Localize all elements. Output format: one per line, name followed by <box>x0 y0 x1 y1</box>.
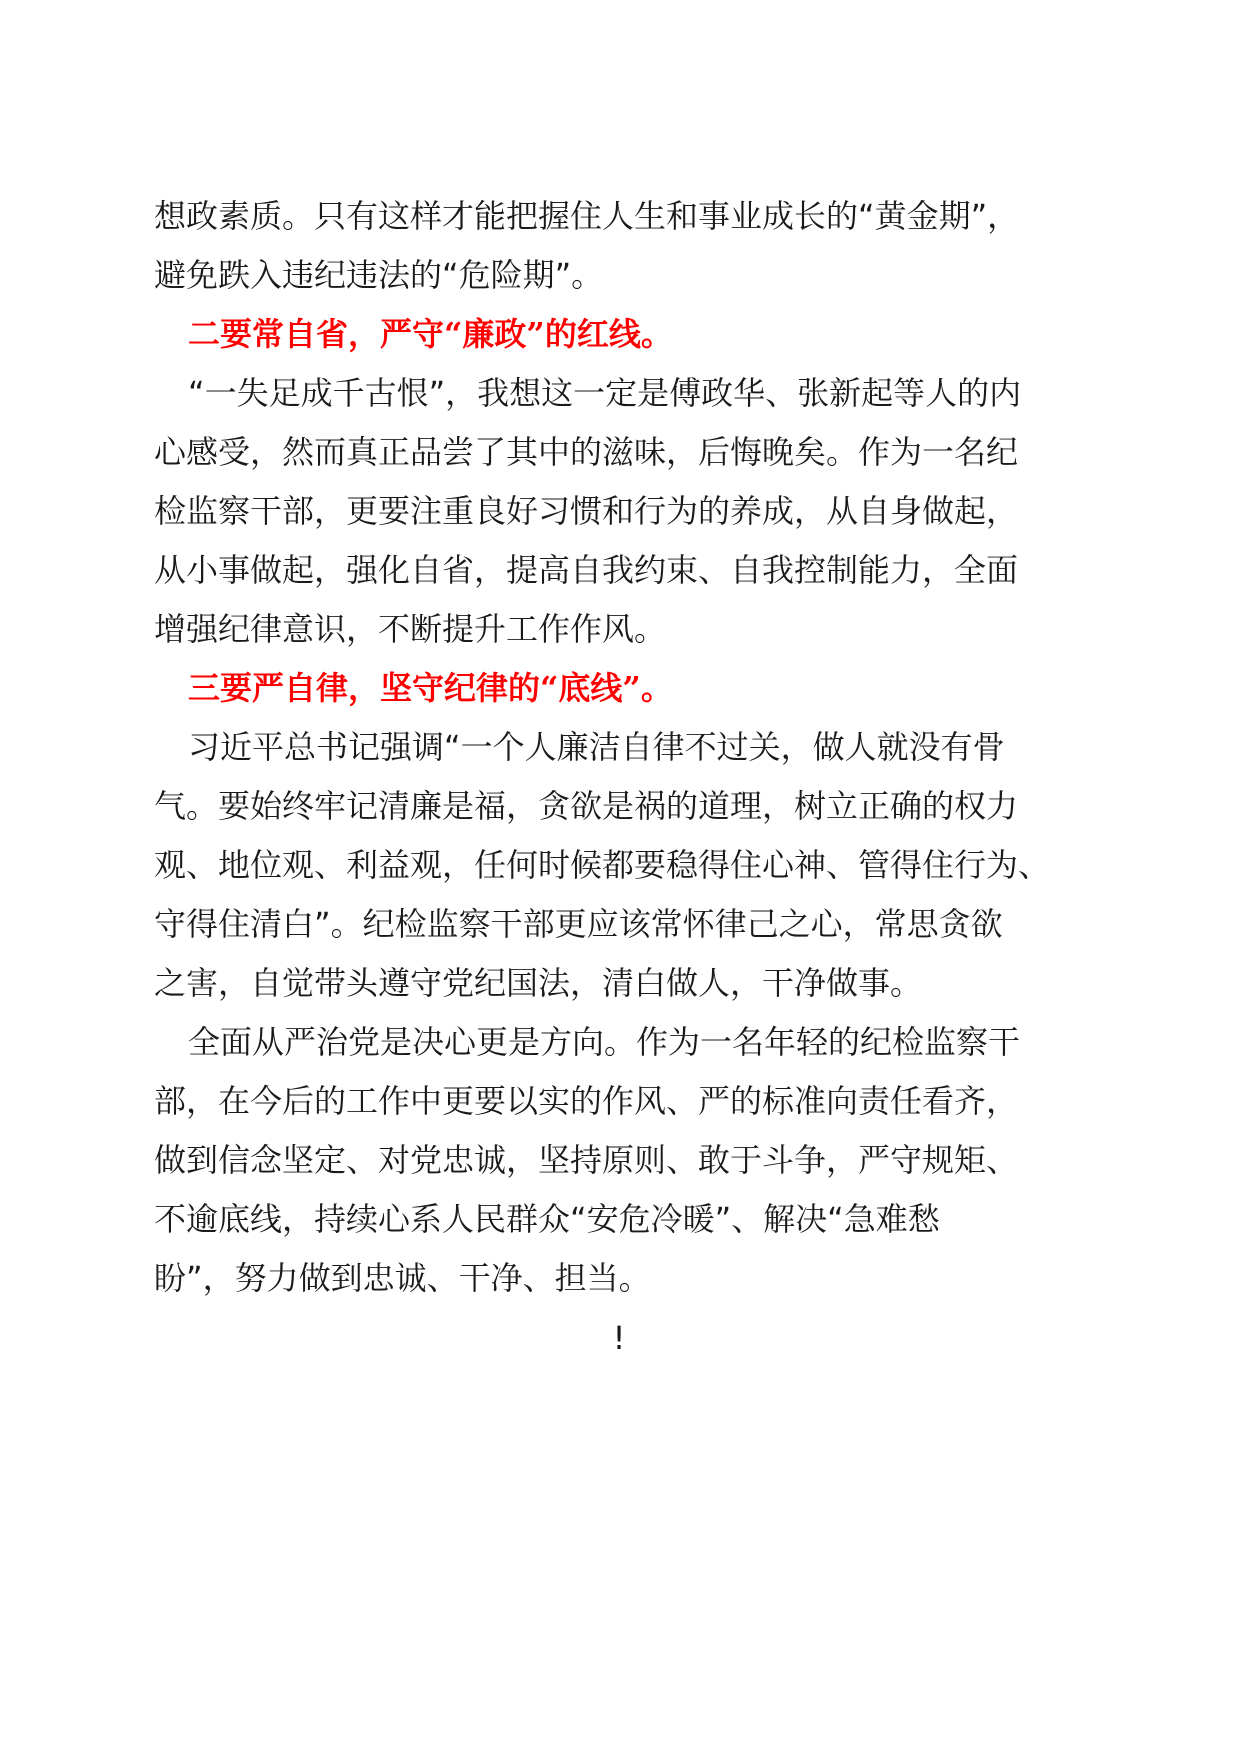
paragraph-line: 心感受，然而真正品尝了其中的滋味，后悔晚矣。作为一名纪 <box>154 433 1019 471</box>
section-heading: 三要严自律，坚守纪律的“底线”。 <box>188 669 673 707</box>
paragraph-line: 从小事做起，强化自省，提高自我约束、自我控制能力，全面 <box>154 551 1019 589</box>
paragraph-line: 气。要始终牢记清廉是福，贪欲是祸的道理，树立正确的权力 <box>154 787 1019 825</box>
paragraph-line: 部，在今后的工作中更要以实的作风、严的标准向责任看齐， <box>154 1082 1019 1120</box>
paragraph-line: 不逾底线，持续心系人民群众“安危冷暖”、解决“急难愁 <box>154 1200 940 1238</box>
paragraph-line: 想政素质。只有这样才能把握住人生和事业成长的“黄金期”， <box>154 197 1020 235</box>
paragraph-line: 全面从严治党是决心更是方向。作为一名年轻的纪检监察干 <box>188 1023 1021 1061</box>
paragraph-line: 习近平总书记强调“一个人廉洁自律不过关，做人就没有骨 <box>188 728 1005 766</box>
paragraph-line: 守得住清白”。纪检监察干部更应该常怀律己之心，常思贪欲 <box>154 905 1003 943</box>
paragraph-line: 做到信念坚定、对党忠诚，坚持原则、敢于斗争，严守规矩、 <box>154 1141 1019 1179</box>
paragraph-line: 避免跌入违纪违法的“危险期”。 <box>154 256 604 294</box>
paragraph-line: 增强纪律意识，不断提升工作作风。 <box>154 610 667 648</box>
paragraph-line: “一失足成千古恨”，我想这一定是傅政华、张新起等人的内 <box>188 374 1022 412</box>
paragraph-line: 盼”，努力做到忠诚、干净、担当。 <box>154 1259 651 1297</box>
end-mark: ! <box>612 1319 626 1357</box>
paragraph-line: 观、地位观、利益观，任何时候都要稳得住心神、管得住行为、 <box>154 846 1051 884</box>
paragraph-line: 之害，自觉带头遵守党纪国法，清白做人，干净做事。 <box>154 964 923 1002</box>
paragraph-line: 检监察干部，更要注重良好习惯和行为的养成，从自身做起， <box>154 492 1019 530</box>
section-heading: 二要常自省，严守“廉政”的红线。 <box>188 315 673 353</box>
